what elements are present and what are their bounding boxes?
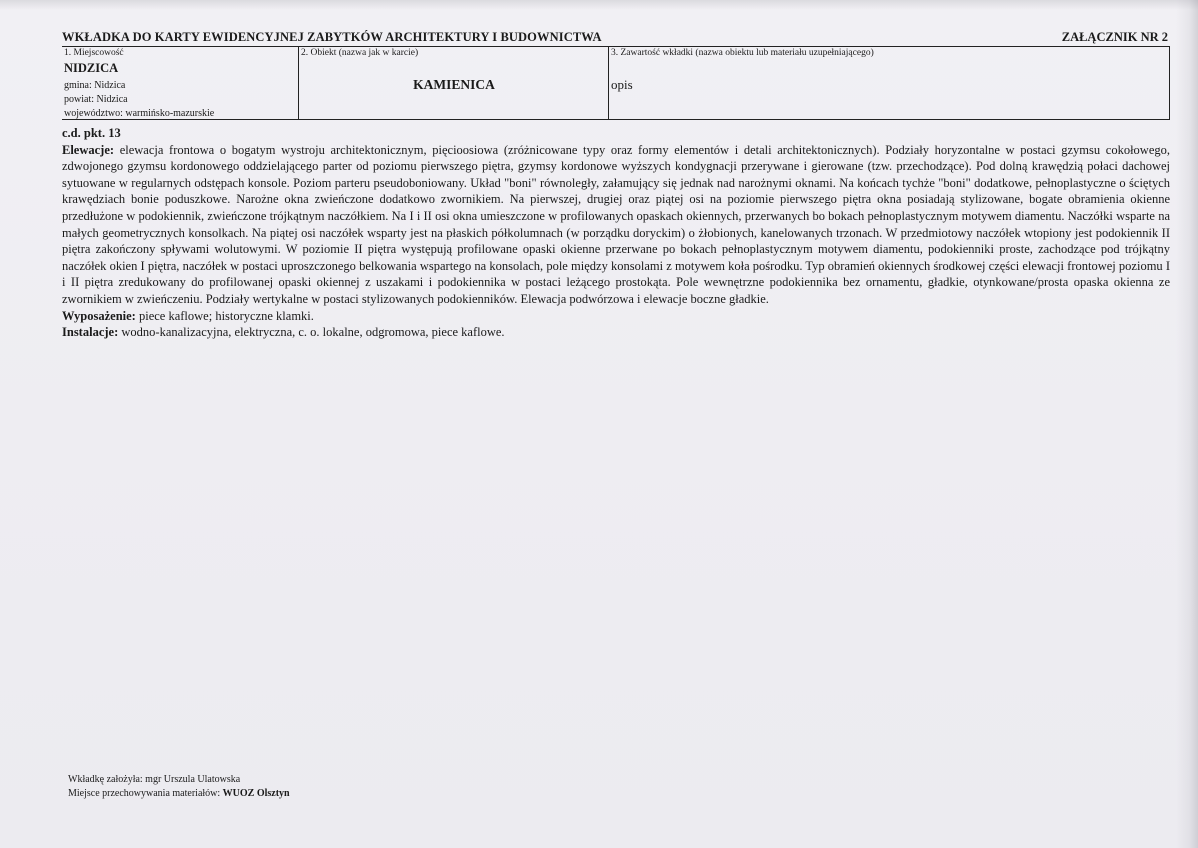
elevations-paragraph	[62, 142, 1170, 308]
object-label: 2. Obiekt (nazwa jak w karcie)	[301, 48, 419, 58]
locality-label: 1. Miejscowość	[64, 48, 124, 58]
form-header-table	[62, 46, 1170, 120]
scan-shadow-right	[1176, 0, 1198, 848]
content-label: 3. Zawartość wkładki (nazwa obiektu lub materiału uzupełniającego)	[611, 48, 874, 58]
powiat-line: powiat: Nidzica	[64, 94, 128, 105]
elevations-term: Elewacje:	[62, 142, 115, 157]
storage-value: WUOZ Olsztyn	[222, 787, 290, 799]
gmina-line: gmina: Nidzica	[64, 80, 126, 91]
page-header	[62, 30, 1170, 46]
equipment-paragraph	[62, 308, 1170, 325]
voivodeship-line: województwo: warmińsko-mazurskie	[64, 108, 215, 119]
object-name: KAMIENICA	[413, 77, 495, 92]
scan-shadow-top	[0, 0, 1198, 10]
locality-cell	[62, 47, 298, 119]
document-title: WKŁADKA DO KARTY EWIDENCYJNEJ ZABYTKÓW ARCHITEKTURY I BUDOWNICTWA	[62, 30, 602, 44]
description-body	[62, 125, 1170, 341]
section-reference: c.d. pkt. 13	[62, 126, 121, 140]
installations-term: Instalacje:	[62, 325, 119, 340]
installations-paragraph	[62, 324, 1170, 341]
content-value: opis	[611, 77, 633, 92]
footer	[68, 773, 290, 800]
author-line: Wkładkę założyła: mgr Urszula Ulatowska	[68, 774, 241, 785]
equipment-term: Wyposażenie:	[62, 308, 136, 323]
locality-name: NIDZICA	[64, 61, 119, 75]
object-cell	[298, 47, 608, 119]
installations-text: wodno-kanalizacyjna, elektryczna, c. o. lokalne, odgromowa, piece kaflowe.	[118, 325, 505, 340]
equipment-text: piece kaflowe; historyczne klamki.	[135, 308, 314, 323]
storage-line	[68, 787, 290, 801]
annex-number: ZAŁĄCZNIK NR 2	[1061, 30, 1168, 44]
content-cell	[608, 47, 1169, 119]
elevations-text: elewacja frontowa o bogatym wystroju architektonicznym, pięcioosiowa (zróżnicowane typy oraz formy elementów i detali architektonicznych). Podziały horyzontalne w postaci gzymsu cokołowego, zdwojonego gzymsu kordonowego oddzielającego parter od poziomu pierwszego piętra, gzymsy kordonowe wyższych kondygnacji przerywane i gierowane (tzw. przechodzące). Pod dolną krawędzią połaci dachowej sytuowane w regularnych odstępach konsole. Poziom parteru pseudoboniowany. Układ "boni" równoległy, załamujący się jednak nad narożnymi oknami. Na końcach tychże "boni" dodatkowe, pełnoplastyczne o ściętych krawędziach bonie poduszkowe. Narożne okna zwieńczone dodatkowo zwornikiem. Na pierwszej, drugiej oraz piątej osi na poziomie pierwszego piętra okna posiadają stylizowane, bogate obramienia okienne przedłużone w podokiennik, zwieńczone trójkątnym naczółkiem. Na I i II osi okna umieszczone w profilowanych opaskach okiennych, przerwanych bo bokach pełnoplastycznym motywem diamentu. Naczółki wsparte na małych geometrycznych konsolkach. Na piątej osi naczółek wsparty jest na płaskich półkolumnach (w porządku doryckim) o żłobionych, kanelowanych trzonach. W przedmiotowy naczółek wtopiony jest podokiennik II piętra zakończony spływami wolutowymi. W poziomie II piętra występują profilowane opaski okienne przerwane po bokach pełnoplastycznym motywem diamentu, podokienniki proste, zachodzące pod trójkątny naczółek okien I piętra, naczółek w postaci uproszczonego belkowania wspartego na konsolach, pole między konsolami z motywem koła pośrodku. Typ obramień okiennych środkowej części elewacji frontowej poziomu I i II piętra zredukowany do profilowanej opaski okiennej z uszakami i podokiennika w postaci leżącego prostokąta. Pole wewnętrzne podokiennika bez ornamentu, gładkie, otynkowane/prosta opaska okienna ze zwornikiem w zwieńczeniu. Podziały wertykalne w postaci stylizowanych podokienników. Elewacja podwórzowa i elewacje boczne gładkie.	[62, 142, 1170, 306]
storage-label: Miejsce przechowywania materiałów:	[68, 787, 223, 799]
